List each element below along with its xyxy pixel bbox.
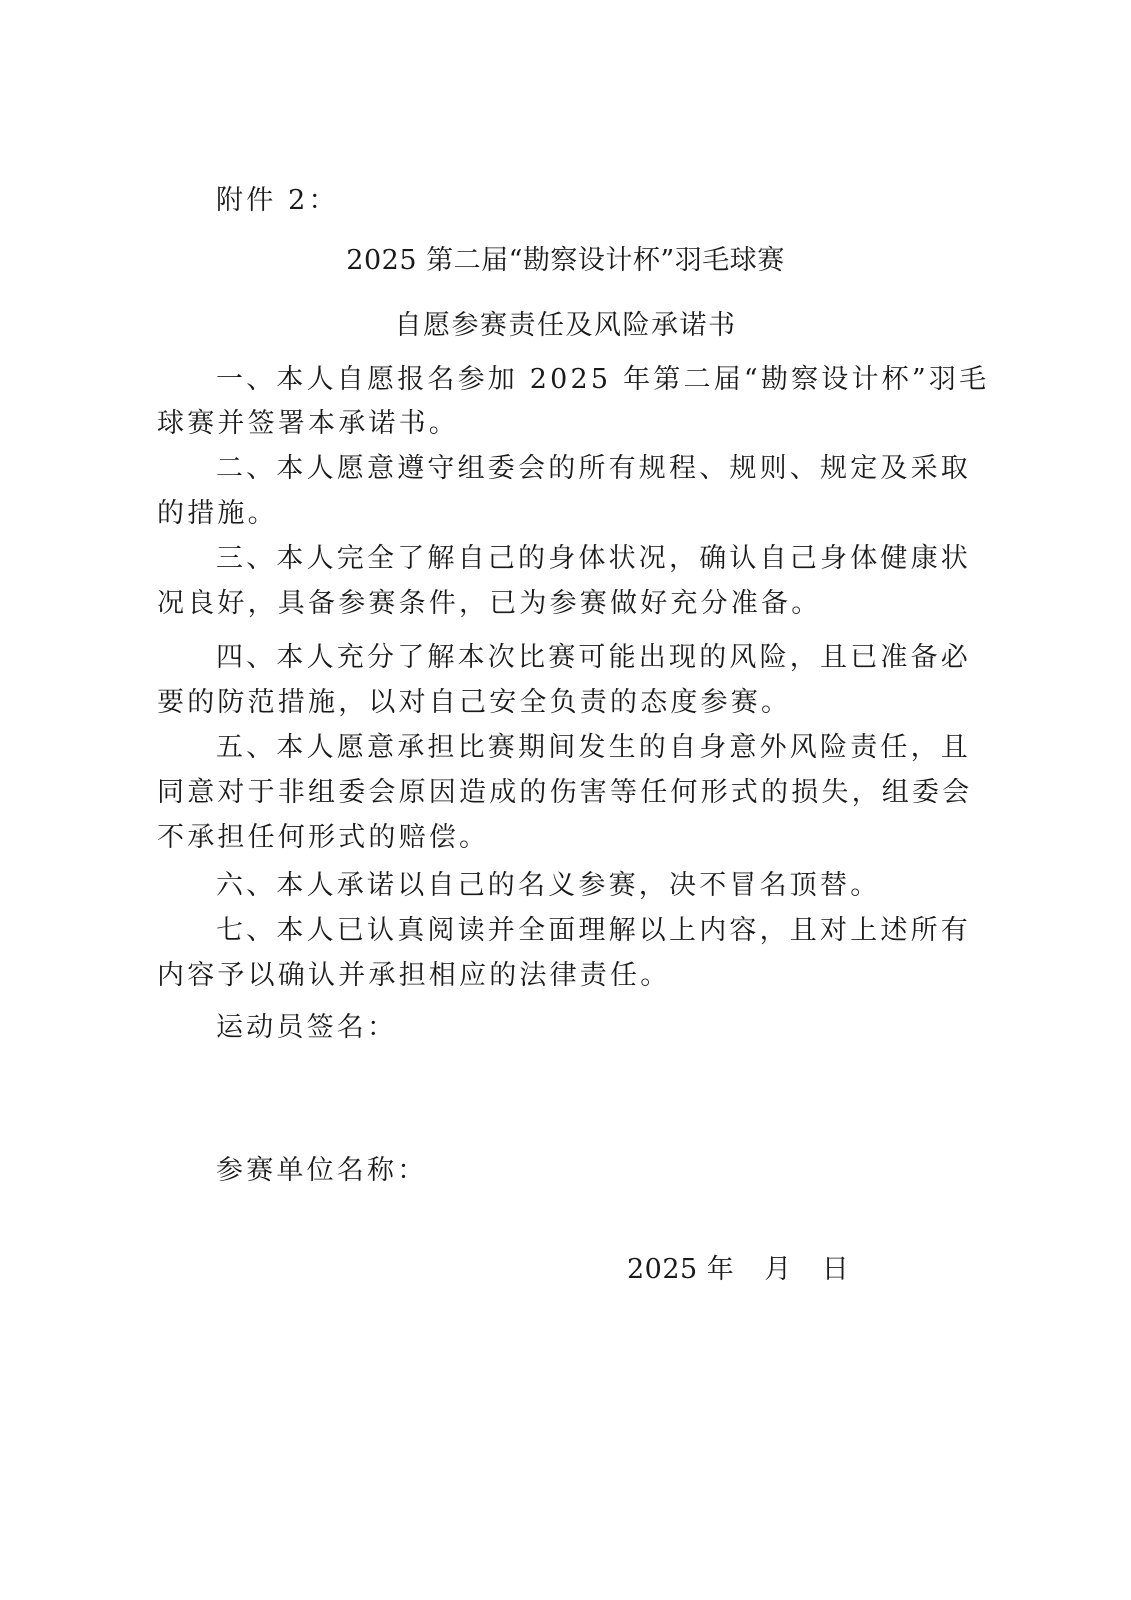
clause-5-line-2: 同意对于非组委会原因造成的伤害等任何形式的损失，组委会	[157, 777, 973, 808]
date-day: 日	[821, 1254, 850, 1285]
date-year: 2025 年	[627, 1254, 735, 1285]
clause-7-line-1: 七、本人已认真阅读并全面理解以上内容，且对上述所有	[216, 915, 971, 946]
attachment-label: 附件 2：	[216, 185, 339, 216]
clause-1-line-1: 一、本人自愿报名参加 2025 年第二届“勘察设计杯”羽毛	[216, 364, 990, 395]
clause-1-line-2: 球赛并签署本承诺书。	[157, 408, 459, 439]
clause-3-line-2: 况良好，具备参赛条件，已为参赛做好充分准备。	[157, 588, 822, 619]
athlete-signature-label: 运动员签名：	[216, 1012, 398, 1043]
document-title: 2025 第二届“勘察设计杯”羽毛球赛	[346, 245, 785, 276]
unit-name-label: 参赛单位名称：	[216, 1155, 428, 1186]
clause-5-line-1: 五、本人愿意承担比赛期间发生的自身意外风险责任，且	[216, 732, 971, 763]
clause-2-line-2: 的措施。	[157, 498, 278, 529]
clause-4-line-1: 四、本人充分了解本次比赛可能出现的风险，且已准备必	[216, 642, 971, 673]
clause-5-line-3: 不承担任何形式的赔偿。	[157, 822, 490, 853]
clause-4-line-2: 要的防范措施，以对自己安全负责的态度参赛。	[157, 687, 792, 718]
date-line	[627, 1252, 849, 1288]
document-subtitle: 自愿参赛责任及风险承诺书	[394, 310, 737, 341]
date-month: 月	[764, 1254, 792, 1285]
clause-2-line-1: 二、本人愿意遵守组委会的所有规程、规则、规定及采取	[216, 453, 971, 484]
clause-6-line-1: 六、本人承诺以自己的名义参赛，决不冒名顶替。	[216, 870, 881, 901]
clause-7-line-2: 内容予以确认并承担相应的法律责任。	[157, 960, 671, 991]
clause-3-line-1: 三、本人完全了解自己的身体状况，确认自己身体健康状	[216, 543, 971, 574]
